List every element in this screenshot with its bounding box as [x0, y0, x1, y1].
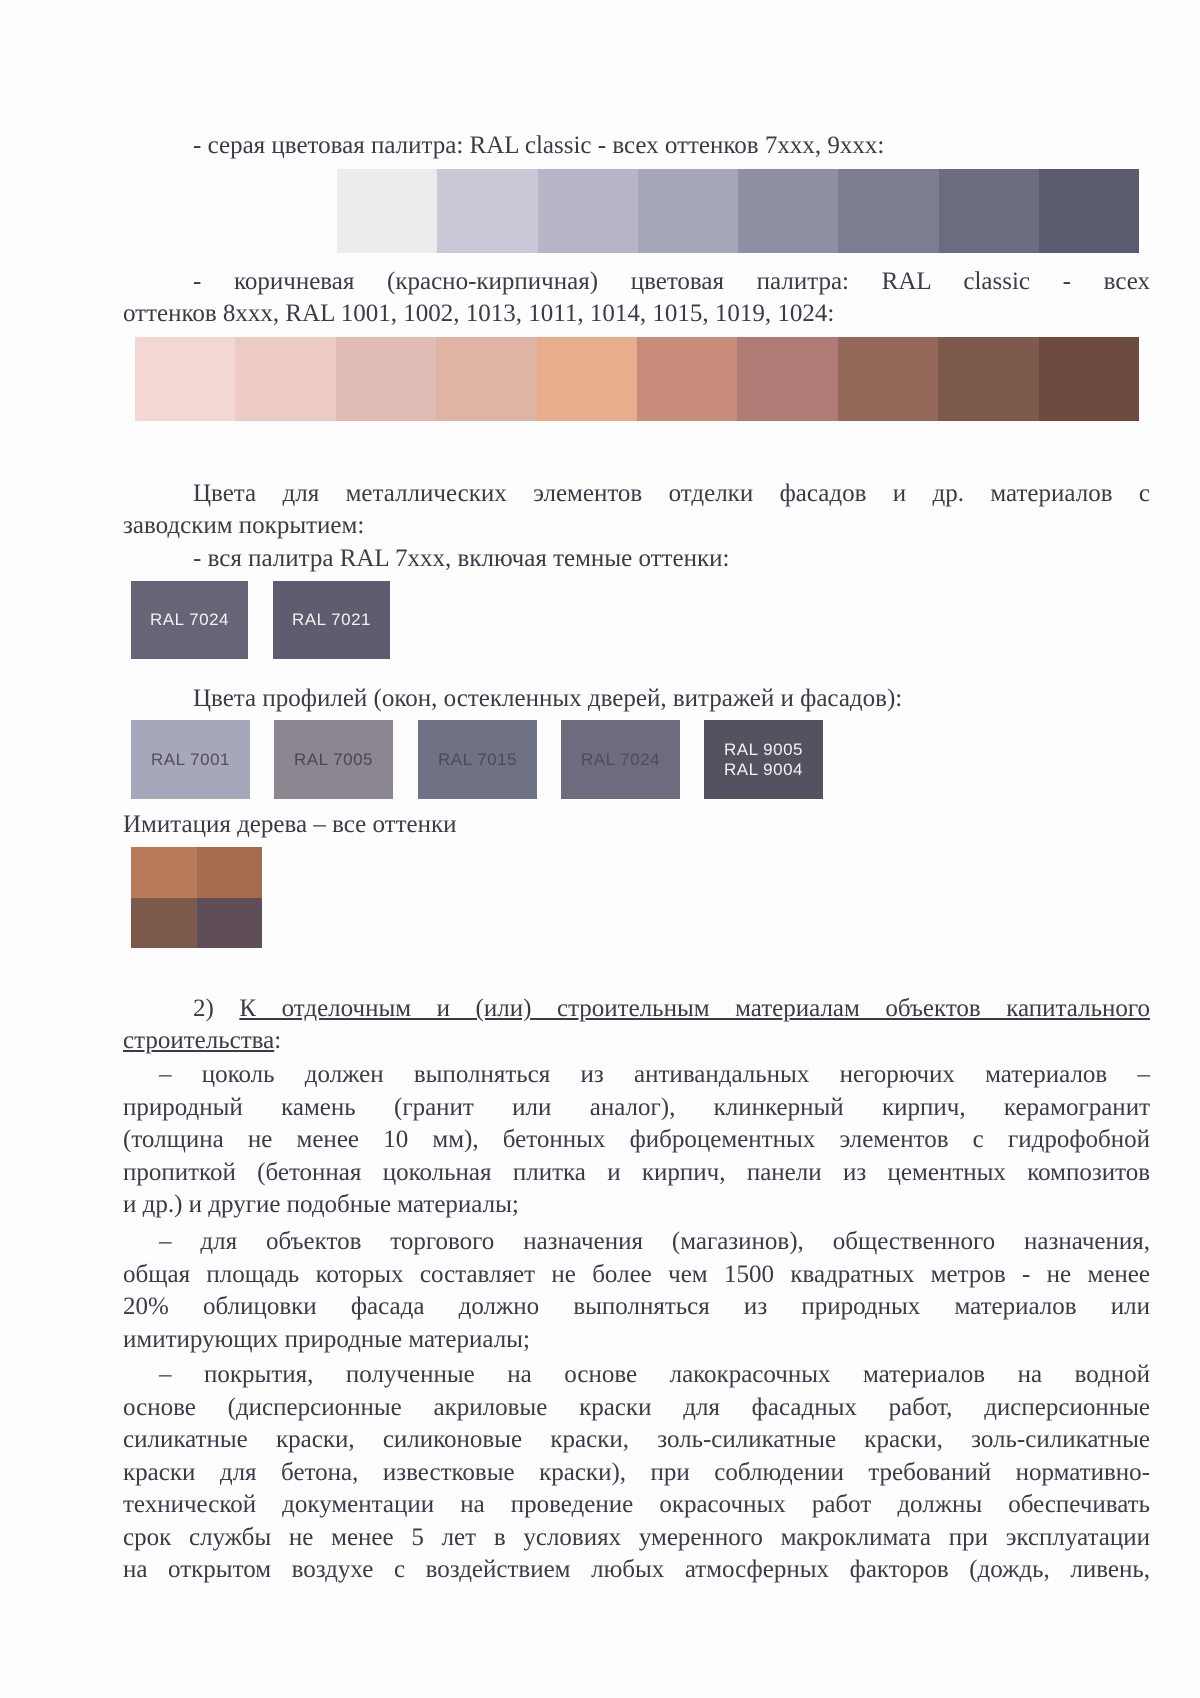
metal-swatch-ral-7024: [131, 581, 248, 659]
paragraph-commercial: [123, 1226, 1150, 1356]
paragraph-line: силикатные краски, силиконовые краски, золь-силикатные краски, золь-силикатные: [123, 1426, 1150, 1453]
paragraph-line: на открытом воздухе с воздействием любых атмосферных факторов (дождь, ливень,: [123, 1556, 1150, 1583]
paragraph-line: природный камень (гранит или аналог), клинкерный кирпич, керамогранит: [123, 1093, 1150, 1121]
gray-swatch-2: [437, 169, 537, 253]
brown-palette-heading-line2: оттенков 8ххх, RAL 1001, 1002, 1013, 1011, 1014, 1015, 1019, 1024:: [123, 300, 835, 327]
paragraph-line: срок службы не менее 5 лет в условиях умеренного макроклимата при эксплуатации: [123, 1523, 1150, 1551]
wood-tile-1: [131, 847, 197, 898]
brown-swatch-9: [938, 337, 1038, 421]
profile-swatch-ral-7001: [131, 720, 250, 799]
brown-swatch-4: [436, 337, 536, 421]
brown-swatch-2: [235, 337, 335, 421]
brown-swatch-1: [135, 337, 235, 421]
metal-swatch-label: RAL 7024: [150, 610, 229, 629]
gray-swatch-1: [337, 169, 437, 253]
profile-swatch-label: RAL 9005: [724, 739, 803, 759]
brown-swatch-8: [838, 337, 938, 421]
paragraph-coatings: [123, 1359, 1150, 1587]
brown-palette-strip: [135, 337, 1139, 421]
brown-swatch-5: [537, 337, 637, 421]
paragraph-line: – покрытия, полученные на основе лакокрасочных материалов на водной: [159, 1361, 1150, 1388]
profile-swatch-ral-9005: [704, 720, 823, 799]
paragraph-line: 20% облицовки фасада должно выполняться из природных материалов или: [123, 1293, 1150, 1320]
gray-swatch-8: [1039, 169, 1139, 253]
wood-heading: Имитация дерева – все оттенки: [123, 811, 457, 838]
paragraph-line: краски для бетона, известковые краски), при соблюдении требований нормативно-: [123, 1458, 1150, 1486]
paragraph-line: – цоколь должен выполняться из антивандальных негорючих материалов –: [159, 1061, 1150, 1088]
section2-title-colon: :: [274, 1027, 282, 1054]
gray-swatch-6: [838, 169, 938, 253]
metal-swatch-label: RAL 7021: [292, 610, 371, 629]
paragraph-plinth: [123, 1059, 1150, 1222]
paragraph-line: (толщина не менее 10 мм), бетонных фиброцементных элементов с гидрофобной: [123, 1126, 1150, 1153]
brown-swatch-10: [1039, 337, 1139, 421]
brown-palette-heading-line1: - коричневая (красно-кирпичная) цветовая палитра: RAL classic - всех: [193, 268, 1150, 295]
wood-swatch: [131, 847, 262, 948]
gray-swatch-7: [939, 169, 1039, 253]
profiles-heading: Цвета профилей (окон, остекленных дверей, витражей и фасадов):: [193, 685, 903, 712]
metal-heading-line2: заводским покрытием:: [123, 512, 365, 539]
gray-swatch-4: [638, 169, 738, 253]
paragraph-line: общая площадь которых составляет не более чем 1500 квадратных метров - не менее: [123, 1260, 1150, 1288]
profile-swatch-ral-7015: [418, 720, 537, 799]
profile-swatch-label-secondary: RAL 9004: [724, 759, 803, 779]
section2-number: 2): [193, 995, 214, 1022]
section2-title-text-cont: строительства: [123, 1027, 275, 1054]
profile-swatch-label: RAL 7001: [151, 749, 230, 769]
gray-swatch-3: [538, 169, 638, 253]
wood-tile-3: [131, 898, 197, 949]
paragraph-line: основе (дисперсионные акриловые краски для фасадных работ, дисперсионные: [123, 1393, 1150, 1421]
section2-title-text: К отделочным и (или) строительным материалам объектов капитального: [239, 995, 1150, 1022]
brown-swatch-6: [637, 337, 737, 421]
gray-palette-heading: - серая цветовая палитра: RAL classic - всех оттенков 7ххх, 9ххх:: [193, 132, 885, 159]
wood-tile-2: [197, 847, 263, 898]
gray-swatch-5: [738, 169, 838, 253]
paragraph-line: и др.) и другие подобные материалы;: [123, 1191, 519, 1218]
profile-swatch-label: RAL 7015: [438, 749, 517, 769]
section2-title-line1: [193, 993, 1150, 1025]
gray-palette-strip: [337, 169, 1139, 253]
section2-title-line2: [123, 1025, 281, 1057]
profile-swatch-ral-7005: [274, 720, 393, 799]
metal-heading-line3: - вся палитра RAL 7ххх, включая темные оттенки:: [193, 545, 730, 572]
paragraph-line: – для объектов торгового назначения (магазинов), общественного назначения,: [159, 1228, 1150, 1255]
profile-swatch-ral-7024: [561, 720, 680, 799]
paragraph-line: имитирующих природные материалы;: [123, 1325, 530, 1353]
brown-swatch-3: [336, 337, 436, 421]
brown-swatch-7: [737, 337, 837, 421]
metal-swatch-ral-7021: [273, 581, 390, 659]
paragraph-line: технической документации на проведение окрасочных работ должны обеспечивать: [123, 1491, 1150, 1518]
profile-swatch-label: RAL 7024: [581, 749, 660, 769]
paragraph-line: пропиткой (бетонная цокольная плитка и кирпич, панели из цементных композитов: [123, 1158, 1150, 1186]
profile-swatch-label: RAL 7005: [294, 749, 373, 769]
metal-heading-line1: Цвета для металлических элементов отделки фасадов и др. материалов с: [193, 480, 1150, 507]
wood-tile-4: [197, 898, 263, 949]
